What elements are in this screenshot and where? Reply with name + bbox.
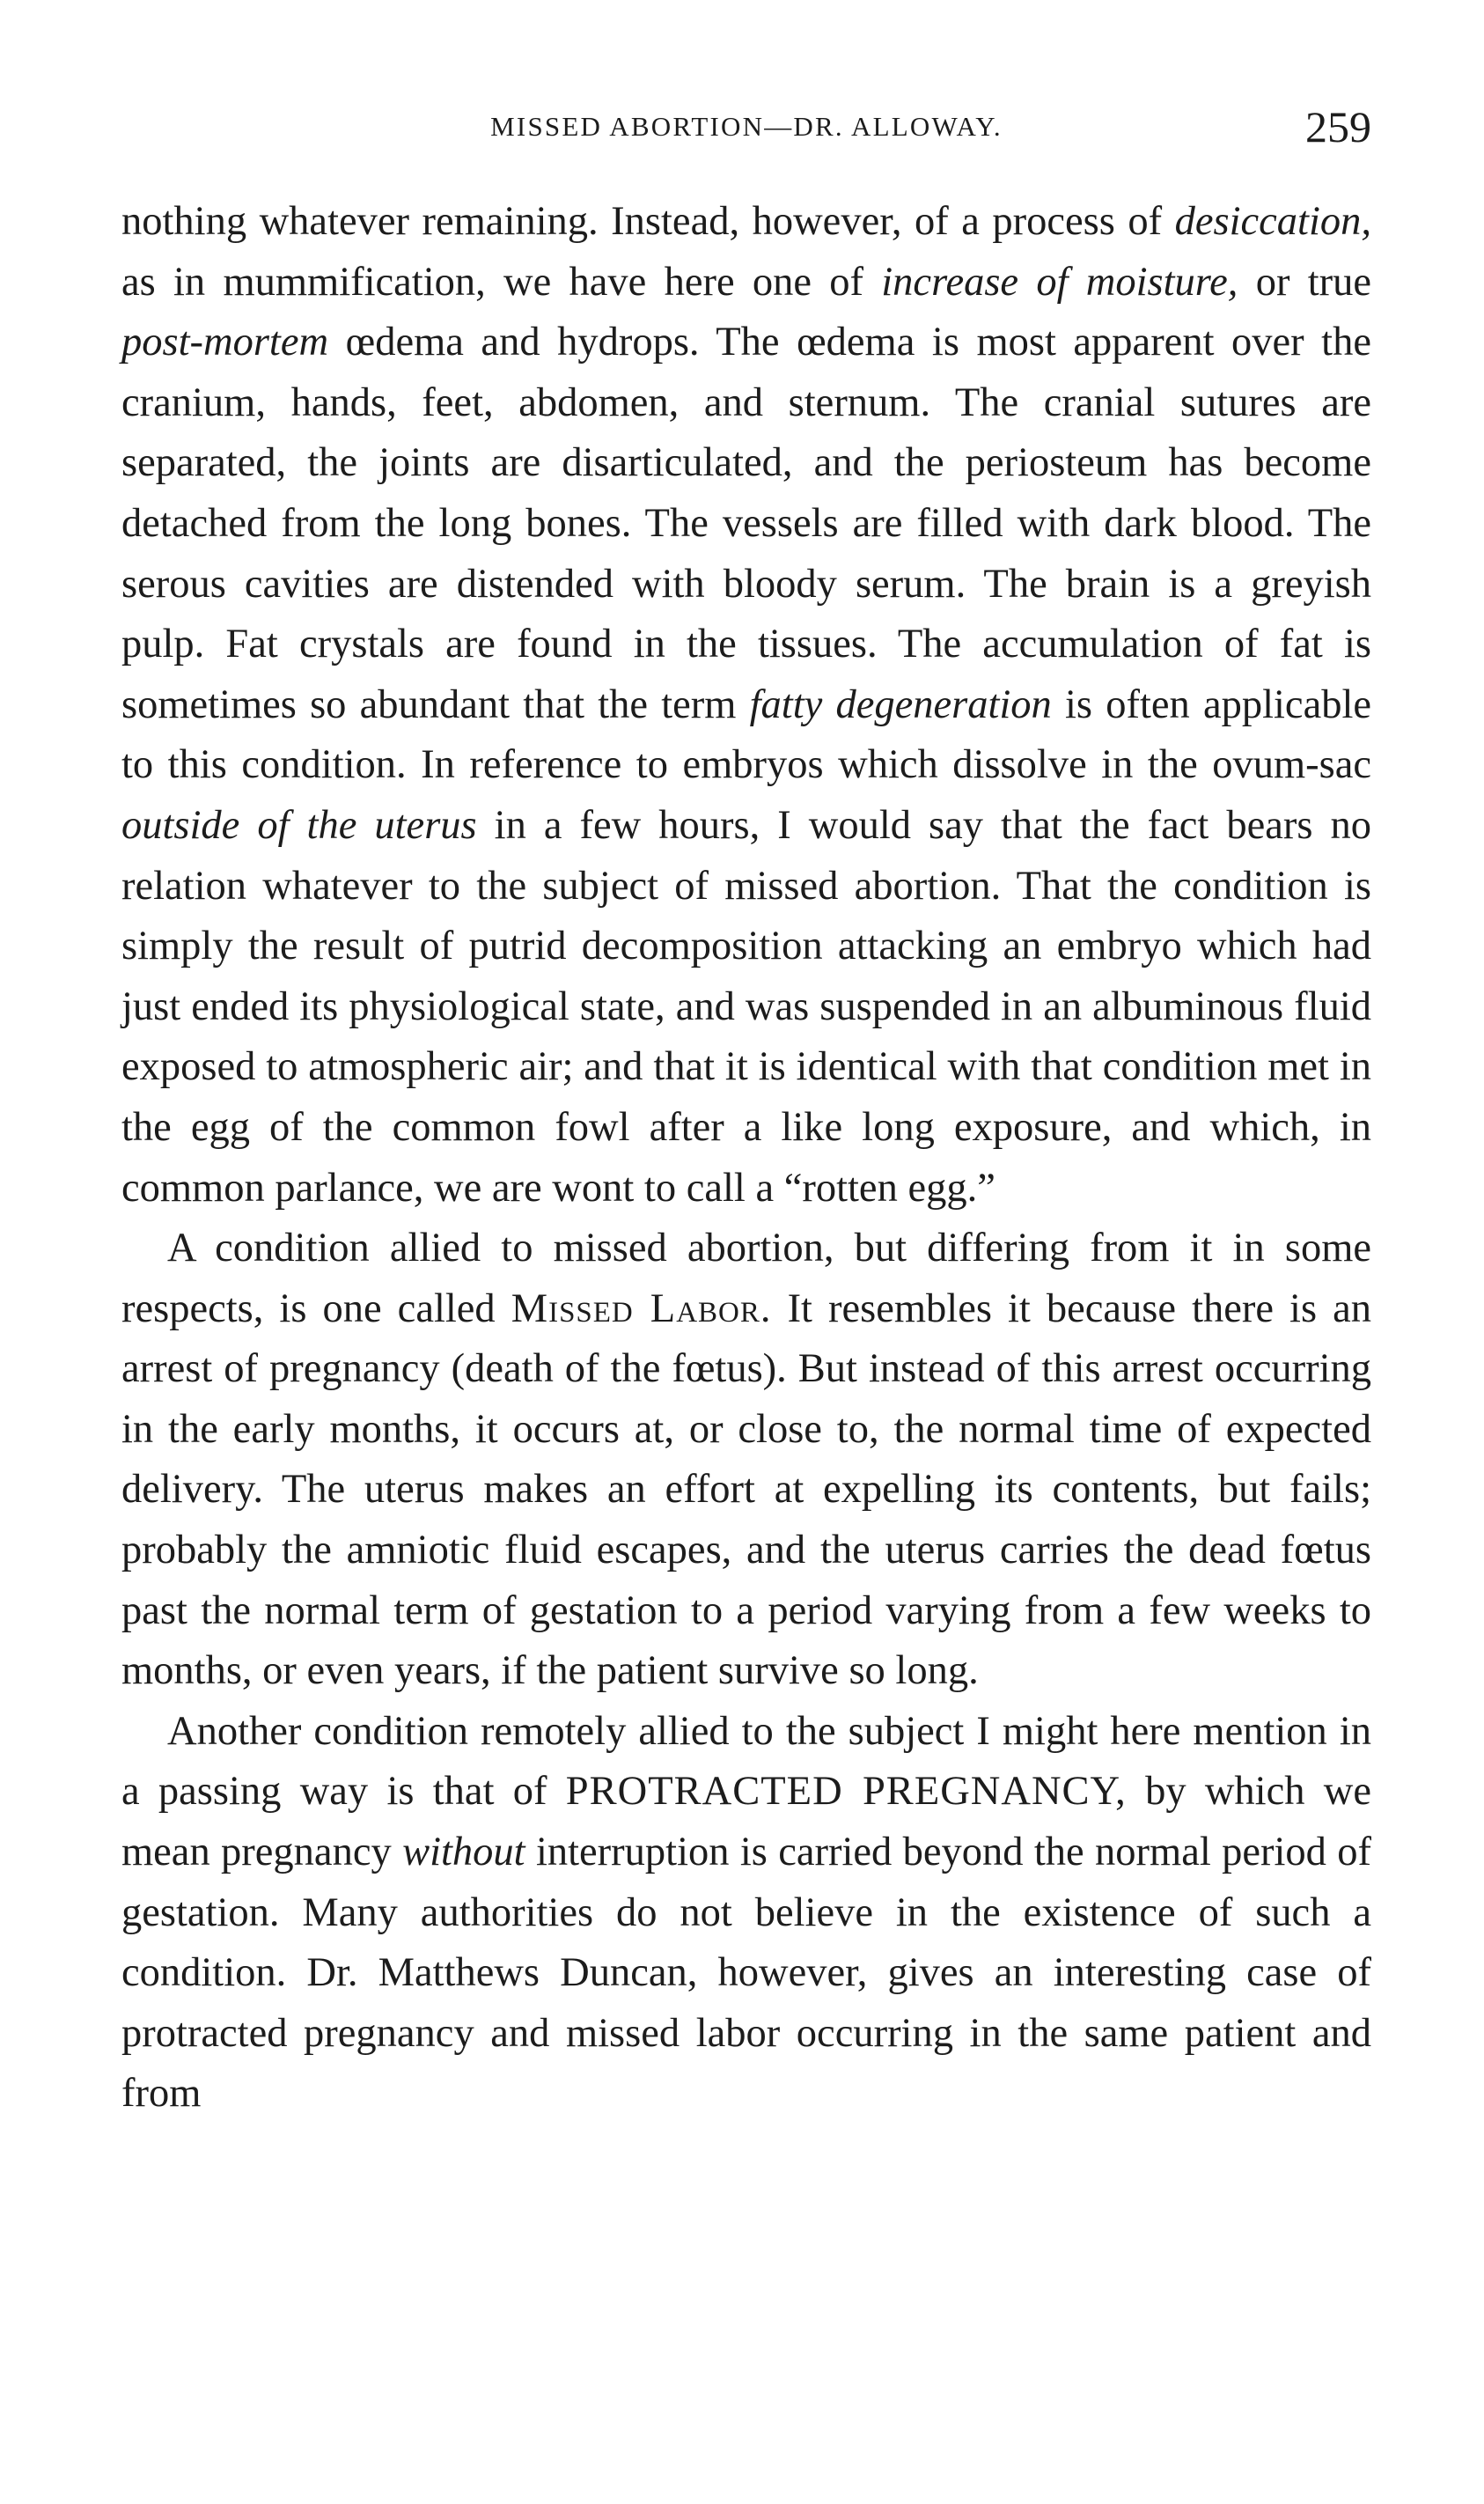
body-text (121, 192, 1371, 2125)
italic-term: post-mortem (121, 320, 329, 365)
text-run: by which we mean pregnancy (121, 1769, 1371, 1875)
text-run: nothing whatever remaining. Instead, however, of a process of (121, 199, 1175, 244)
text-run: as in mummification, we have here one of (121, 259, 882, 305)
page-number: 259 (1305, 102, 1371, 151)
text-run: or true (1238, 259, 1372, 305)
running-title: MISSED ABORTION—DR. ALLOWAY. (490, 111, 1003, 142)
text-run: Another condition remotely allied to the subject I might here mention in a passing way is that of (121, 1708, 1371, 1815)
paragraph-missed-labor (121, 1219, 1371, 1702)
smallcaps-term: Missed Labor. (511, 1285, 772, 1331)
italic-term: desiccation, (1174, 199, 1371, 244)
text-run: œdema and hydrops. The œdema is most apparent over the cranium, hands, feet, abdomen, and sternum. The cranial sutures are separated, the joints are disarticulated, and the periosteum has become detached from the long bones. The vessels are filled with dark blood. The serous cavities are distended with bloody serum. The brain is a greyish pulp. Fat crystals are found in the tissues. The accumulation of fat is sometimes so abundant that the term (121, 320, 1371, 727)
smallcaps-term: PROTRACTED PREGNANCY, (565, 1769, 1127, 1815)
text-run: interruption is carried beyond the normal period of gestation. Many authorities do not believe in the existence of such a condition. Dr. Matthews Duncan, however, gives an interesting case of protracted pregnancy and missed labor occurring in the same patient and from (121, 1830, 1371, 2117)
italic-term: increase of moisture, (881, 259, 1238, 305)
text-run: in a few hours, I would say that the fact bears no relation whatever to the subject of missed abortion. That the condition is simply the result of putrid decomposition attacking an embryo which had just ended its physiological state, and was suspended in an albuminous fluid exposed to atmospheric air; and that it is identical with that condition met in the egg of the common fowl after a like long exposure, and which, in common parlance, we are wont to call a “rotten egg.” (121, 802, 1371, 1211)
page-header (121, 99, 1371, 155)
italic-term: without (402, 1830, 525, 1875)
italic-term: outside of the uterus (121, 802, 477, 848)
italic-term: fatty degeneration (749, 681, 1052, 727)
paragraph-continued (121, 192, 1371, 1219)
paragraph-protracted-pregnancy (121, 1702, 1371, 2125)
text-run: is often applicable to this condition. In reference to embryos which dissolve in the ovum-sac (121, 681, 1372, 788)
text-run: It resembles it because there is an arrest of pregnancy (death of the fœtus). But instead of this arrest occurring in the early months, it occurs at, or close to, the normal time of expected delivery. The uterus makes an effort at expelling its contents, but fails; probably the amniotic fluid escapes, and the uterus carries the dead fœtus past the normal term of gestation to a period varying from a few weeks to months, or even years, if the patient survive so long. (121, 1285, 1372, 1694)
text-run: A condition allied to missed abortion, but differing from it in some respects, is one called (121, 1226, 1371, 1331)
